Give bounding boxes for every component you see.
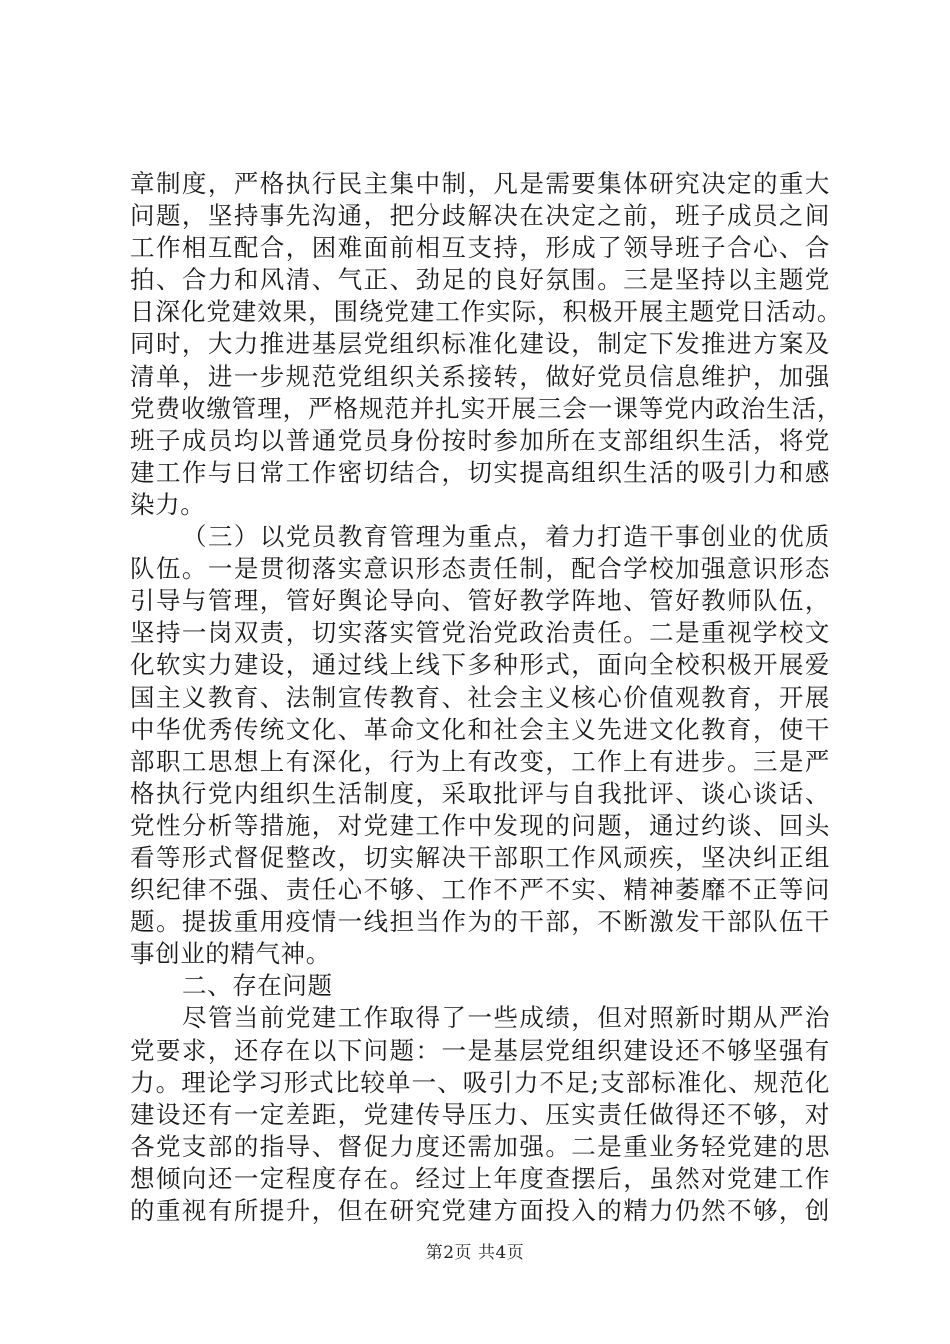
text-line: 部职工思想上有深化，行为上有改变，工作上有进步。三是严: [130, 746, 830, 776]
text-line: 中华优秀传统文化、革命文化和社会主义先进文化教育，使干: [130, 714, 830, 744]
text-line: 建工作与日常工作密切结合，切实提高组织生活的吸引力和感: [130, 457, 830, 487]
section-heading: 二、存在问题: [182, 971, 333, 1001]
text-line: 同时，大力推进基层党组织标准化建设，制定下发推进方案及: [130, 329, 830, 359]
text-line: 队伍。一是贯彻落实意识形态责任制，配合学校加强意识形态: [130, 554, 830, 584]
text-line: 拍、合力和风清、气正、劲足的良好氛围。三是坚持以主题党: [130, 265, 830, 295]
text-line: 尽管当前党建工作取得了一些成绩，但对照新时期从严治: [182, 1003, 830, 1033]
text-line: 建设还有一定差距，党建传导压力、压实责任做得还不够，对: [130, 1099, 830, 1129]
text-line: 格执行党内组织生活制度，采取批评与自我批评、谈心谈话、: [130, 778, 830, 808]
text-line: 题。提拔重用疫情一线担当作为的干部，不断激发干部队伍干: [130, 907, 830, 937]
text-line: 想倾向还一定程度存在。经过上年度查摆后，虽然对党建工作: [130, 1163, 830, 1193]
text-line: 织纪律不强、责任心不够、工作不严不实、精神萎靡不正等问: [130, 875, 830, 905]
document-body: [130, 168, 842, 1227]
page-number: 第2页 共4页: [425, 1243, 525, 1263]
text-line: 看等形式督促整改，切实解决干部职工作风顽疾，坚决纠正组: [130, 842, 830, 872]
text-line: 力。理论学习形式比较单一、吸引力不足;支部标准化、规范化: [130, 1067, 830, 1097]
text-line: 各党支部的指导、督促力度还需加强。二是重业务轻党建的思: [130, 1131, 830, 1161]
text-line: 章制度，严格执行民主集中制，凡是需要集体研究决定的重大: [130, 169, 830, 198]
text-line: 染力。: [130, 489, 206, 519]
section-heading-line: （三）以党员教育管理为重点，着力打造干事创业的优质: [182, 522, 830, 552]
text-line: 党费收缴管理，严格规范并扎实开展三会一课等党内政治生活，: [130, 393, 842, 423]
text-line: 党性分析等措施，对党建工作中发现的问题，通过约谈、回头: [130, 810, 830, 840]
text-line: 党要求，还存在以下问题：一是基层党组织建设还不够坚强有: [130, 1035, 830, 1065]
text-line: 问题，坚持事先沟通，把分歧解决在决定之前，班子成员之间: [130, 201, 830, 231]
text-line: 的重视有所提升，但在研究党建方面投入的精力仍然不够，创: [130, 1196, 830, 1225]
text-line: 工作相互配合，困难面前相互支持，形成了领导班子合心、合: [130, 233, 830, 263]
text-line: 事创业的精气神。: [130, 939, 331, 969]
text-line: 引导与管理，管好舆论导向、管好教学阵地、管好教师队伍，: [130, 586, 830, 616]
text-line: 清单，进一步规范党组织关系接转，做好党员信息维护，加强: [130, 361, 830, 391]
text-line: 班子成员均以普通党员身份按时参加所在支部组织生活，将党: [130, 425, 830, 455]
text-line: 国主义教育、法制宣传教育、社会主义核心价值观教育，开展: [130, 682, 830, 712]
text-line: 坚持一岗双责，切实落实管党治党政治责任。二是重视学校文: [130, 618, 830, 648]
text-line: 化软实力建设，通过线上线下多种形式，面向全校积极开展爱: [130, 650, 830, 680]
text-line: 日深化党建效果，围绕党建工作实际，积极开展主题党日活动。: [130, 297, 842, 327]
